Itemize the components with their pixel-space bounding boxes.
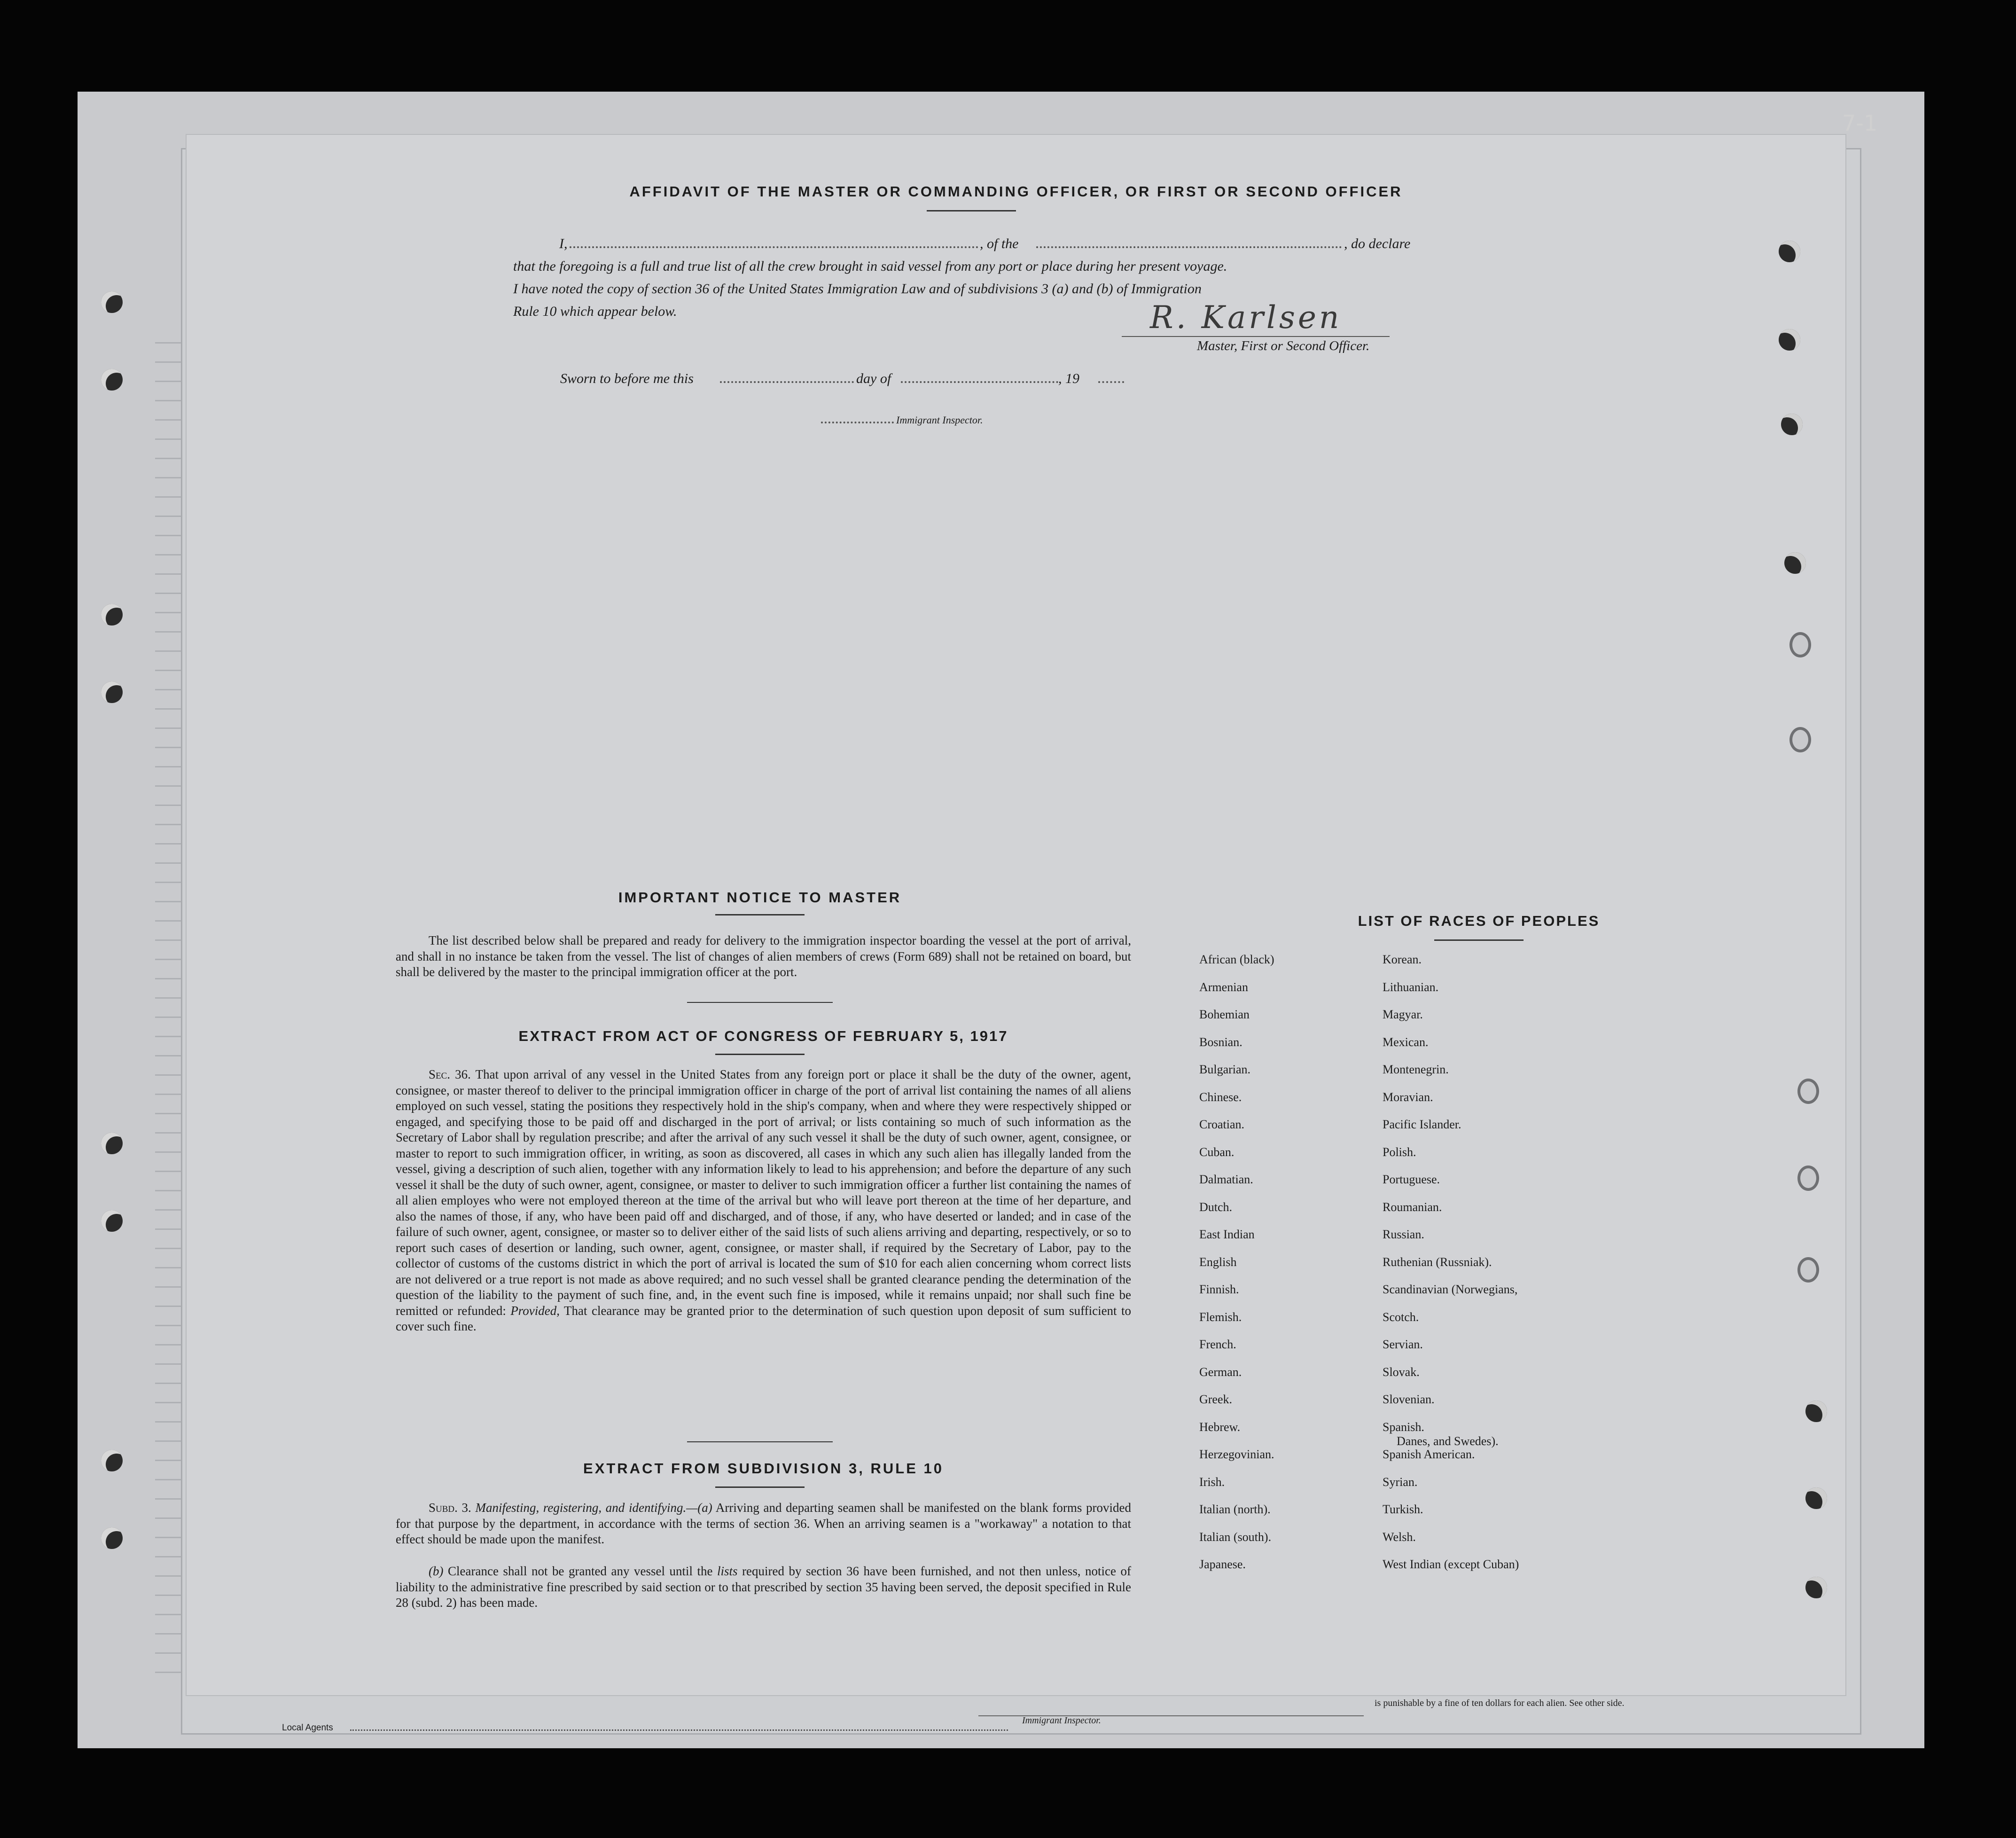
ring-hole-icon [1797, 1165, 1819, 1191]
race-item: English [1199, 1255, 1237, 1269]
para-b-text-2: required by section 36 have been furnished, and not then unless, notice of liability to the administrative fine prescribed by said section or to that prescribed by section 35 having been served, the deposit specified in Rule 28 (subd. 2) has been made. [396, 1564, 1132, 1610]
binder-hole-icon [1805, 1577, 1827, 1598]
race-item: Servian. [1383, 1337, 1423, 1351]
act-title: EXTRACT FROM ACT OF CONGRESS OF FEBRUARY 5, 1917 [518, 1028, 1008, 1044]
race-item: Scotch. [1383, 1310, 1419, 1324]
sworn-line [560, 371, 1124, 390]
ring-hole-icon [1789, 727, 1811, 752]
race-item: Irish. [1199, 1475, 1225, 1489]
binder-hole-icon [1779, 241, 1800, 262]
notice-divider [687, 1002, 833, 1003]
rule-para-b [396, 1564, 1131, 1611]
race-item: Herzegovinian. [1199, 1447, 1274, 1461]
sworn-label: Sworn to before me this [560, 371, 694, 386]
race-item: German. [1199, 1365, 1242, 1379]
races-list [1199, 953, 1763, 1611]
race-item: Korean. [1383, 953, 1422, 966]
day-of-label: day of [856, 371, 891, 386]
race-item: Pacific Islander. [1383, 1118, 1461, 1131]
race-item: East Indian [1199, 1228, 1255, 1241]
para-b-label: (b) [429, 1564, 444, 1578]
rule-para-a [396, 1500, 1131, 1548]
binder-hole-icon [1805, 1400, 1827, 1422]
fine-note: is punishable by a fine of ten dollars for each alien. See other side. [1375, 1698, 1625, 1708]
binder-hole-icon [1781, 414, 1803, 435]
of-the-label: , of the [980, 236, 1019, 251]
inspector-sign-blank[interactable] [821, 417, 894, 423]
signature-caption: Master, First or Second Officer. [1197, 338, 1370, 353]
binder-hole-icon [101, 604, 123, 626]
sworn-month-blank[interactable] [901, 376, 1058, 383]
affidavit-title: AFFIDAVIT OF THE MASTER OR COMMANDING OFFICER, OR FIRST OR SECOND OFFICER [629, 183, 1403, 200]
race-item: Armenian [1199, 980, 1248, 994]
race-item: Spanish. [1383, 1420, 1424, 1434]
subd-label: Subd. 3. [429, 1501, 471, 1515]
corner-mark: 7-1 [1842, 110, 1878, 136]
race-item: Greek. [1199, 1392, 1233, 1406]
race-item: Italian (south). [1199, 1530, 1272, 1544]
race-item: Hebrew. [1199, 1420, 1241, 1434]
race-item: Dalmatian. [1199, 1173, 1253, 1186]
i-label: I, [559, 236, 568, 251]
race-item: Portuguese. [1383, 1173, 1440, 1186]
ring-hole-icon [1789, 632, 1811, 657]
race-item: Finnish. [1199, 1283, 1239, 1296]
notice-title: IMPORTANT NOTICE TO MASTER [618, 889, 902, 906]
race-item: Flemish. [1199, 1310, 1242, 1324]
race-item: Chinese. [1199, 1090, 1242, 1104]
race-item: Bulgarian. [1199, 1063, 1251, 1076]
race-item: Cuban. [1199, 1145, 1235, 1159]
race-item: Syrian. [1383, 1475, 1418, 1489]
local-agents-label: Local Agents [282, 1723, 333, 1733]
race-item: Japanese. [1199, 1557, 1246, 1571]
binder-hole-icon [101, 1133, 123, 1154]
title-rule [927, 210, 1016, 211]
binder-hole-icon [101, 291, 123, 313]
notice-text: The list described below shall be prepared and ready for delivery to the immigration inspector boarding the vessel at the port of arrival, and shall in no instance be taken from the vessel. The list of changes of alien members of crews (Form 689) shall not be retained on board, but shall be delivered by the master to the principal immigration officer at the port. [396, 933, 1131, 979]
race-item: Lithuanian. [1383, 980, 1439, 994]
provided-label: Provided, [510, 1303, 560, 1318]
race-item: African (black) [1199, 953, 1274, 966]
race-item: Montenegrin. [1383, 1063, 1449, 1076]
race-item: Italian (north). [1199, 1502, 1271, 1516]
sworn-day-blank[interactable] [720, 376, 854, 383]
affidavit-line-3: I have noted the copy of section 36 of the United States Immigration Law and of subdivisions 3 (a) and (b) of Immigration [513, 281, 1202, 297]
race-item: Scandinavian (Norwegians, [1383, 1283, 1518, 1296]
footer-inspector: Immigrant Inspector. [1022, 1715, 1101, 1726]
year-label: , 19 [1058, 371, 1079, 386]
provided-text: That clearance may be granted prior to the determination of such question upon deposit of sum sufficient to cover such fine. [396, 1303, 1132, 1333]
local-agents-blank[interactable] [350, 1725, 1008, 1731]
para-b-text-1: Clearance shall not be granted any vessel until the [448, 1564, 713, 1578]
race-item: Spanish American. [1383, 1447, 1475, 1461]
binder-hole-icon [101, 369, 123, 391]
race-item: Croatian. [1199, 1118, 1245, 1131]
race-item: Bosnian. [1199, 1035, 1242, 1049]
binder-hole-icon [101, 1527, 123, 1549]
race-item: Turkish. [1383, 1502, 1423, 1516]
binder-hole-icon [1779, 329, 1800, 351]
rule-rule [715, 1486, 805, 1488]
subd-heading: Manifesting, registering, and identifying.—(a) [475, 1501, 712, 1515]
races-rule [1434, 939, 1524, 941]
vessel-blank[interactable] [1036, 242, 1342, 248]
act-body: That upon arrival of any vessel in the United States from any foreign port or place it shall be the duty of the owner, agent, consignee, or master thereof to deliver to the principal immigration officer in charge of the port of arrival list containing the names of all aliens employed on such vessel, stating the positions they respectively hold in the ship's company, when and where they were respectively shipped or engaged, and specifying those to be paid off and discharged in the port of arrival; or lists containing so much of such information as the Secretary of Labor shall by regulation prescribe; and after the arrival of any such vessel it shall be the duty of such owner, agent, consignee, or master to report to such immigration officer, in writing, as soon as discovered, all cases in which any such alien has illegally landed from the vessel, giving a description of such alien, together with any information likely to lead to his apprehension; and before the departure of any such vessel it shall be the duty of such owner, agent, consignee, or master to deliver to such immigration officer a further list containing the names of all alien employes who were not employed thereon at the time of the arrival but who will leave port thereon at the time of her departure, and also the names of those, if any, who have been paid off and discharged, and of those, if any, who have deserted or landed; and in case of the failure of such owner, agent, consignee, or master so to deliver either of the said lists of such aliens arriving and departing, respectively, or so to report such cases of desertion or landing, such owner, agent, consignee, or master shall, if required by the Secretary of Labor, pay to the collector of customs of the customs district in which the port of arrival is located the sum of $10 for each alien concerning whom correct lists are not delivered or a true report is not made as above required; and no such vessel shall be granted clearance pending the determination of the question of the liability to the payment of such fine, and, in the event such fine is imposed, while it remains unpaid; nor shall such fine be remitted or refunded: [396, 1067, 1131, 1318]
sec-label: Sec. 36. [429, 1067, 471, 1081]
race-item: Russian. [1383, 1228, 1424, 1241]
margin-ruling [155, 324, 183, 1687]
race-item: Magyar. [1383, 1008, 1423, 1021]
act-rule [715, 1054, 805, 1055]
race-item: Moravian. [1383, 1090, 1433, 1104]
year-blank[interactable] [1098, 376, 1124, 383]
race-item: West Indian (except Cuban) [1383, 1557, 1519, 1571]
binder-hole-icon [101, 1210, 123, 1232]
race-scandinavian-cont: Danes, and Swedes). [1397, 1434, 1499, 1448]
affidavit-line-4: Rule 10 which appear below. [513, 304, 677, 319]
signature: R. Karlsen [1150, 299, 1342, 336]
binder-hole-icon [101, 681, 123, 703]
name-blank[interactable] [570, 242, 978, 248]
race-item: Dutch. [1199, 1200, 1233, 1214]
race-item: Ruthenian (Russniak). [1383, 1255, 1492, 1269]
race-item: Slovenian. [1383, 1392, 1435, 1406]
binder-hole-icon [1805, 1487, 1827, 1509]
races-title: LIST OF RACES OF PEOPLES [1358, 913, 1600, 929]
notice-rule [715, 914, 805, 915]
race-item: Welsh. [1383, 1530, 1416, 1544]
para-b-lists: lists [717, 1564, 738, 1578]
rule-title: EXTRACT FROM SUBDIVISION 3, RULE 10 [583, 1460, 944, 1477]
act-text [396, 1067, 1131, 1335]
race-item: Mexican. [1383, 1035, 1429, 1049]
binder-hole-icon [1784, 552, 1806, 574]
ring-hole-icon [1797, 1079, 1819, 1104]
para-a-text: Arriving and departing seamen shall be manifested on the blank forms provided for that purpose by the department, in accordance with the terms of section 36. When an arriving seamen is a "workaway" a notation to that effect should be made upon the manifest. [396, 1501, 1131, 1546]
race-item: Slovak. [1383, 1365, 1420, 1379]
declare-label: , do declare [1344, 236, 1411, 251]
declarant-line [559, 236, 1617, 255]
signature-line [1122, 336, 1390, 337]
affidavit-line-2: that the foregoing is a full and true list of all the crew brought in said vessel from any port or place during her present voyage. [513, 258, 1227, 274]
inspector-caption: Immigrant Inspector. [896, 414, 983, 426]
race-item: French. [1199, 1337, 1236, 1351]
act-divider [687, 1441, 833, 1442]
binder-hole-icon [101, 1450, 123, 1471]
form-sheet [186, 134, 1846, 1696]
race-item: Roumanian. [1383, 1200, 1442, 1214]
race-item: Bohemian [1199, 1008, 1250, 1021]
race-item: Polish. [1383, 1145, 1416, 1159]
ring-hole-icon [1797, 1257, 1819, 1283]
